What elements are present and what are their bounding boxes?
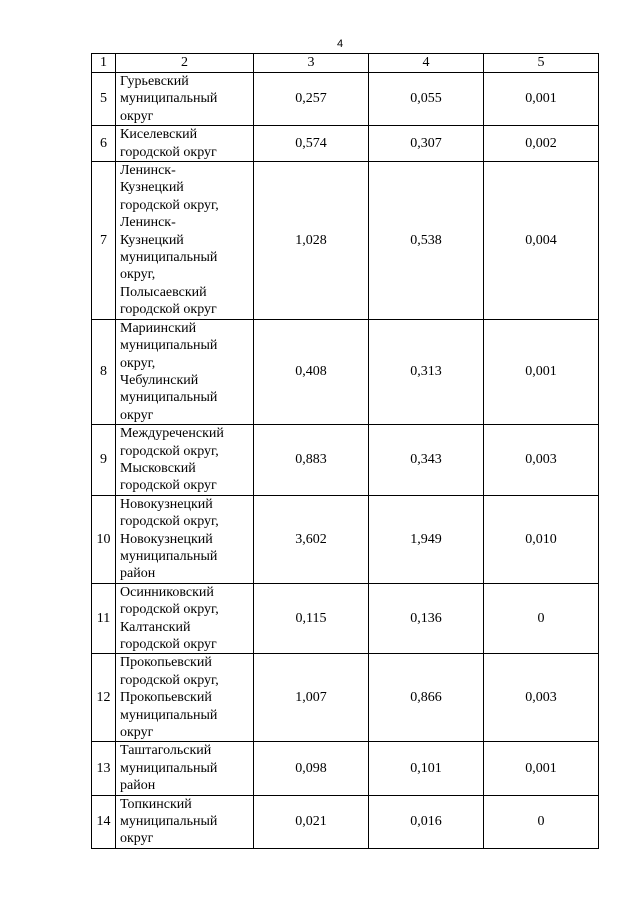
value-cell-c4: 0,101	[369, 742, 484, 795]
row-number-cell: 13	[92, 742, 116, 795]
municipality-name-line: городской округ	[120, 637, 217, 652]
table-row	[92, 495, 599, 583]
municipality-name-line: Киселевский	[120, 127, 198, 143]
municipality-name-line: муниципальный	[120, 250, 218, 266]
municipality-name-cell	[116, 583, 254, 654]
value-cell-c5: 0,003	[484, 425, 599, 496]
municipality-name-cell	[116, 495, 254, 583]
row-number-cell: 12	[92, 654, 116, 742]
value-cell-c3: 0,021	[254, 795, 369, 848]
value-cell-c4: 1,949	[369, 495, 484, 583]
municipality-name-line: Ленинск-	[120, 215, 176, 231]
municipality-name-line: Прокопьевский	[120, 690, 212, 706]
value-cell-c4: 0,016	[369, 795, 484, 848]
municipality-name-line: городской округ	[120, 478, 217, 494]
municipality-name-line: Полысаевский	[120, 284, 207, 300]
municipality-name-line: Мысковский	[120, 460, 196, 476]
municipality-name-line: Новокузнецкий	[120, 531, 213, 547]
municipality-name-cell	[116, 654, 254, 742]
municipality-name-line: Кузнецкий	[120, 180, 184, 196]
municipality-name-line: Междуреченский	[120, 426, 224, 442]
municipality-name-line: Чебулинский	[120, 372, 199, 388]
value-cell-c4: 0,055	[369, 73, 484, 126]
value-cell-c5: 0,001	[484, 73, 599, 126]
municipality-name-cell	[116, 126, 254, 162]
value-cell-c5: 0,010	[484, 495, 599, 583]
table-row	[92, 742, 599, 795]
municipality-name-line: городской округ,	[120, 514, 219, 530]
table-row	[92, 319, 599, 424]
municipality-name-line: муниципальный	[120, 91, 218, 107]
value-cell-c5: 0,001	[484, 742, 599, 795]
municipality-name-line: городской округ	[120, 302, 217, 318]
municipality-name-line: муниципальный	[120, 338, 218, 354]
value-cell-c4: 0,307	[369, 126, 484, 162]
municipality-name-line: городской округ,	[120, 672, 219, 688]
value-cell-c3: 1,007	[254, 654, 369, 742]
value-cell-c4: 0,866	[369, 654, 484, 742]
municipality-name-line: муниципальный	[120, 814, 218, 830]
municipality-name-line: муниципальный	[120, 548, 218, 564]
row-number-cell: 11	[92, 583, 116, 654]
municipality-name-line: городской округ,	[120, 443, 219, 459]
municipality-name-line: Таштагольский	[120, 743, 212, 759]
header-cell-5: 5	[484, 54, 599, 73]
value-cell-c4: 0,136	[369, 583, 484, 654]
row-number-cell: 6	[92, 126, 116, 162]
table-row	[92, 162, 599, 320]
municipality-name-line: муниципальный	[120, 390, 218, 406]
municipality-name-line: округ,	[120, 267, 156, 283]
municipality-name-line: Топкинский	[120, 796, 192, 812]
value-cell-c3: 0,257	[254, 73, 369, 126]
value-cell-c5: 0	[484, 583, 599, 654]
municipality-name-line: городской округ,	[120, 602, 219, 618]
municipality-name-cell	[116, 319, 254, 424]
table-body	[92, 54, 599, 849]
value-cell-c4: 0,538	[369, 162, 484, 320]
table-row	[92, 795, 599, 848]
municipality-name-line: Кузнецкий	[120, 232, 184, 248]
value-cell-c3: 0,115	[254, 583, 369, 654]
municipality-name-line: городской округ	[120, 144, 217, 160]
municipality-name-cell	[116, 742, 254, 795]
municipality-name-line: район	[120, 566, 156, 582]
municipality-name-line: муниципальный	[120, 760, 218, 776]
municipality-name-line: округ,	[120, 355, 156, 371]
municipality-name-line: Калтанский	[120, 619, 191, 635]
table-row	[92, 654, 599, 742]
row-number-cell: 5	[92, 73, 116, 126]
municipality-name-line: муниципальный	[120, 707, 218, 723]
header-row	[92, 54, 599, 73]
value-cell-c5: 0,004	[484, 162, 599, 320]
header-cell-3: 3	[254, 54, 369, 73]
value-cell-c4: 0,343	[369, 425, 484, 496]
row-number-cell: 8	[92, 319, 116, 424]
value-cell-c5: 0,003	[484, 654, 599, 742]
table-row	[92, 425, 599, 496]
value-cell-c5: 0	[484, 795, 599, 848]
municipality-name-line: Осинниковский	[120, 584, 214, 600]
municipality-name-line: округ	[120, 407, 154, 423]
value-cell-c3: 1,028	[254, 162, 369, 320]
municipality-name-line: Прокопьевский	[120, 655, 212, 671]
municipality-name-line: Новокузнецкий	[120, 496, 213, 512]
data-table	[91, 53, 599, 849]
municipality-name-cell	[116, 425, 254, 496]
municipality-name-cell	[116, 73, 254, 126]
table-row	[92, 73, 599, 126]
municipality-name-line: округ	[120, 108, 154, 124]
municipality-name-line: округ	[120, 725, 154, 741]
header-cell-1: 1	[92, 54, 116, 73]
row-number-cell: 14	[92, 795, 116, 848]
value-cell-c3: 3,602	[254, 495, 369, 583]
row-number-cell: 9	[92, 425, 116, 496]
value-cell-c3: 0,098	[254, 742, 369, 795]
value-cell-c3: 0,883	[254, 425, 369, 496]
municipality-name-line: городской округ,	[120, 197, 219, 213]
table-row	[92, 583, 599, 654]
value-cell-c5: 0,001	[484, 319, 599, 424]
value-cell-c5: 0,002	[484, 126, 599, 162]
row-number-cell: 7	[92, 162, 116, 320]
municipality-name-line: Гурьевский	[120, 74, 189, 89]
municipality-name-line: округ	[120, 831, 154, 847]
header-cell-2: 2	[116, 54, 254, 73]
municipality-name-line: Ленинск-	[120, 163, 176, 179]
value-cell-c3: 0,574	[254, 126, 369, 162]
table-row	[92, 126, 599, 162]
municipality-name-line: район	[120, 778, 156, 794]
municipality-name-cell	[116, 795, 254, 848]
page-number: 4	[336, 38, 344, 50]
municipality-name-cell	[116, 162, 254, 320]
row-number-cell: 10	[92, 495, 116, 583]
municipality-name-line: Мариинский	[120, 320, 197, 336]
value-cell-c4: 0,313	[369, 319, 484, 424]
header-cell-4: 4	[369, 54, 484, 73]
value-cell-c3: 0,408	[254, 319, 369, 424]
